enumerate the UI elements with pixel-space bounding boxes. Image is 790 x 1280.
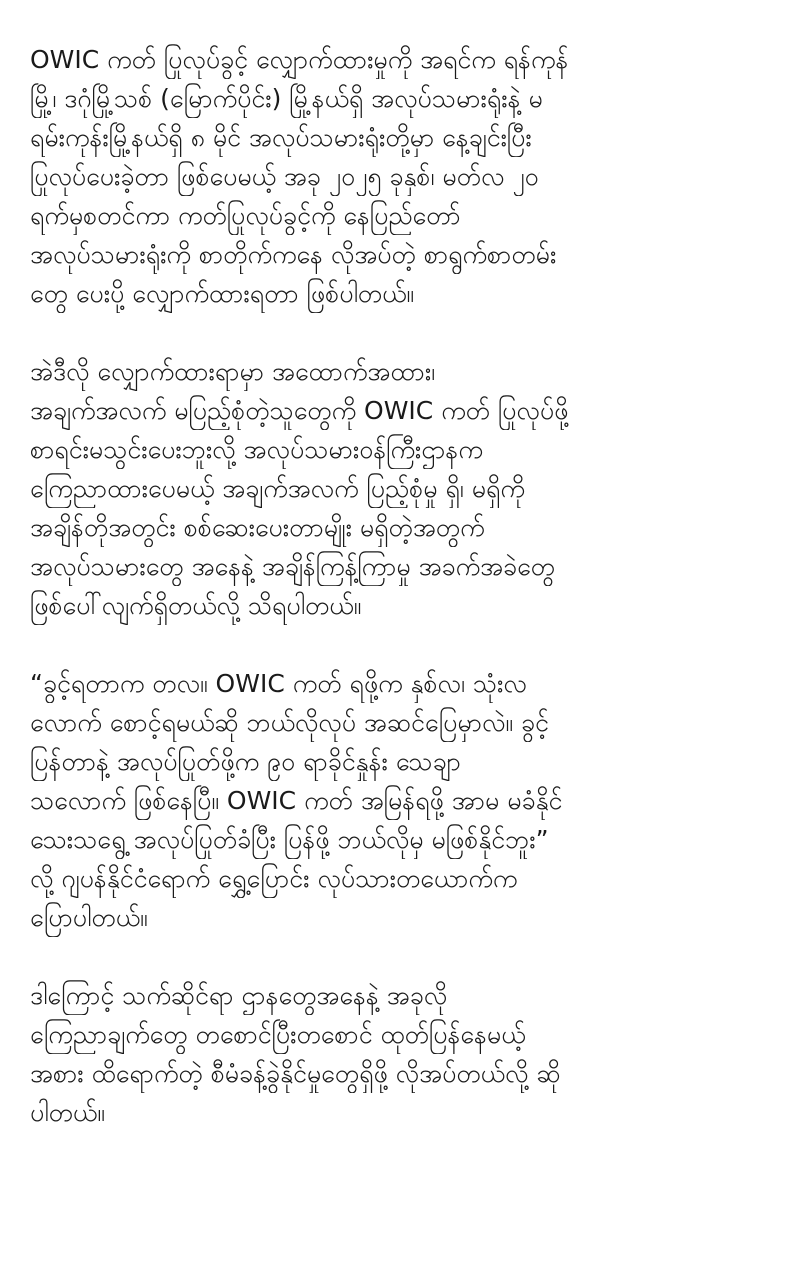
paragraph-line: “ခွင့်ရတာက တလ။ OWIC ကတ် ရဖို့က နှစ်လ၊ သုံးလ (30, 669, 527, 698)
paragraph-line: ဖြစ်ပေါ်လျက်ရှိတယ်လို့ သိရပါတယ်။ (30, 591, 362, 620)
paragraph-line: စာရင်းမသွင်းပေးဘူးလို့ အလုပ်သမားဝန်ကြီးဌာနက (30, 435, 483, 464)
paragraph-2 (30, 352, 768, 625)
paragraph-line: ပါတယ်။ (30, 1098, 105, 1127)
paragraph-4 (30, 976, 768, 1132)
paragraph-line: အလုပ်သမားတွေ အနေနဲ့ အချိန်ကြန့်ကြာမှု အခက်အခဲတွေ (30, 552, 556, 581)
paragraph-line: တွေ ပေးပို့ လျှောက်ထားရတာ ဖြစ်ပါတယ်။ (30, 279, 414, 308)
paragraph-line: ပြောပါတယ်။ (30, 903, 148, 932)
paragraph-line: လောက် စောင့်ရမယ်ဆို ဘယ်လိုလုပ် အဆင်ပြေမှာလဲ။ ခွင့် (30, 708, 549, 737)
paragraph-line: ရမ်းကုန်းမြို့နယ်ရှိ ၈ မိုင် အလုပ်သမားရုံးတို့မှာ နေ့ချင်းပြီး (30, 123, 532, 152)
paragraph-line: ဒါကြောင့် သက်ဆိုင်ရာ ဌာနတွေအနေနဲ့ အခုလို (30, 981, 448, 1010)
paragraph-spacer (30, 937, 768, 976)
paragraph-line: သေးသရွေ့ အလုပ်ပြုတ်ခံပြီး ပြန်ဖို့ ဘယ်လိုမှ မဖြစ်နိုင်ဘူး” (30, 825, 549, 854)
paragraph-spacer (30, 313, 768, 352)
paragraph-line: ကြေညာထားပေမယ့် အချက်အလက် ပြည့်စုံမှု ရှိ၊ မရှိကို (30, 474, 525, 503)
paragraph-line: ပြန်တာနဲ့ အလုပ်ပြုတ်ဖို့က ၉၀ ရာခိုင်နှုန်း သေချာ (30, 747, 461, 776)
paragraph-line: အဲဒီလို လျှောက်ထားရာမှာ အထောက်အထား၊ (30, 357, 436, 386)
paragraph-line: အစား ထိရောက်တဲ့ စီမံခန့်ခွဲနိုင်မှုတွေရှိဖို့ လိုအပ်တယ်လို့ ဆို (30, 1059, 561, 1088)
paragraph-line: သလောက် ဖြစ်နေပြီ။ OWIC ကတ် အမြန်ရဖို့ အာမ မခံနိုင် (30, 786, 563, 815)
paragraph-spacer (30, 625, 768, 664)
paragraph-line: အချက်အလက် မပြည့်စုံတဲ့သူတွေကို OWIC ကတ် ပြုလုပ်ဖို့ (30, 396, 569, 425)
paragraph-line: ကြေညာချက်တွေ တစောင်ပြီးတစောင် ထုတ်ပြန်နေမယ့် (30, 1020, 526, 1049)
paragraph-line: အချိန်တိုအတွင်း စစ်ဆေးပေးတာမျိုး မရှိတဲ့အတွက် (30, 513, 485, 542)
paragraph-3-quote (30, 664, 768, 937)
paragraph-1 (30, 40, 768, 313)
paragraph-line: အလုပ်သမားရုံးကို စာတိုက်ကနေ လိုအပ်တဲ့ စာရွက်စာတမ်း (30, 240, 557, 269)
paragraph-line: မြို့၊ ဒဂုံမြို့သစ် (မြောက်ပိုင်း) မြို့နယ်ရှိ အလုပ်သမားရုံးနဲ့ မ (30, 84, 543, 113)
paragraph-line: ပြုလုပ်ပေးခဲ့တာ ဖြစ်ပေမယ့် အခု ၂၀၂၅ ခုနှစ်၊ မတ်လ ၂၀ (30, 162, 539, 191)
paragraph-line: OWIC ကတ် ပြုလုပ်ခွင့် လျှောက်ထားမှုကို အရင်က ရန်ကုန် (30, 45, 569, 74)
paragraph-line: ရက်မှစတင်ကာ ကတ်ပြုလုပ်ခွင့်ကို နေပြည်တော် (30, 201, 461, 230)
paragraph-line: လို့ ဂျပန်နိုင်ငံရောက် ရွှေ့ပြောင်း လုပ်သားတယောက်က (30, 864, 518, 893)
